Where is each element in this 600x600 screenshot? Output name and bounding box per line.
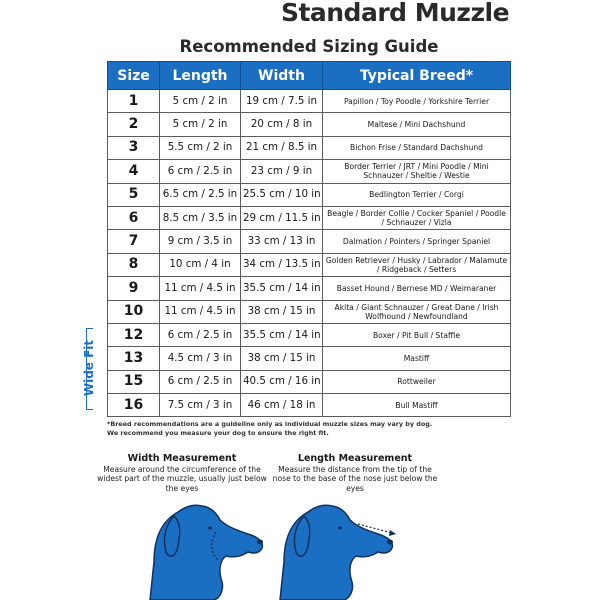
table-row (108, 160, 511, 183)
width-cell: 23 cm / 9 in (241, 160, 323, 183)
table-row (108, 230, 511, 253)
width-measurement-description: Measure around the circumference of the widest part of the muzzle, usually just below the eyes (97, 465, 267, 493)
length-cell: 6 cm / 2.5 in (160, 323, 241, 346)
width-cell: 19 cm / 7.5 in (241, 90, 323, 113)
table-row (108, 370, 511, 393)
page-title: Standard Muzzle (280, 0, 510, 27)
length-measurement-title: Length Measurement (297, 453, 413, 464)
breed-cell: Dalmation / Pointers / Springer Spaniel (323, 230, 511, 253)
size-cell: 4 (108, 160, 160, 183)
width-cell: 46 cm / 18 in (241, 394, 323, 417)
length-cell: 8.5 cm / 3.5 in (160, 206, 241, 229)
breed-cell: Rottweiler (323, 370, 511, 393)
disclaimer-line-1: *Breed recommendations are a guideline only as individual muzzle sizes may vary by dog. (107, 420, 433, 428)
breed-cell: Golden Retriever / Husky / Labrador / Malamute / Ridgeback / Setters (323, 253, 511, 276)
length-measurement-description: Measure the distance from the tip of the nose to the base of the nose just below the eyes (272, 465, 438, 493)
breed-cell: Beagle / Border Collie / Cocker Spaniel / Poodle / Schnauzer / Vizla (323, 206, 511, 229)
width-cell: 38 cm / 15 in (241, 300, 323, 323)
wide-fit-marker (83, 328, 97, 410)
width-cell: 38 cm / 15 in (241, 347, 323, 370)
breed-cell: Akita / Giant Schnauzer / Great Dane / Irish Wolfhound / Newfoundland (323, 300, 511, 323)
column-header-size: Size (108, 62, 160, 90)
breed-cell: Papillon / Toy Poodle / Yorkshire Terrier (323, 90, 511, 113)
length-cell: 11 cm / 4.5 in (160, 277, 241, 300)
size-cell: 13 (108, 347, 160, 370)
width-measurement-panel (97, 453, 267, 493)
breed-cell: Boxer / Pit Bull / Staffie (323, 323, 511, 346)
length-cell: 5 cm / 2 in (160, 113, 241, 136)
length-arrow-head (389, 530, 396, 536)
width-cell: 33 cm / 13 in (241, 230, 323, 253)
wide-fit-label: Wide Fit (82, 339, 96, 397)
table-row (108, 394, 511, 417)
width-cell: 21 cm / 8.5 in (241, 136, 323, 159)
table-row (108, 113, 511, 136)
size-cell: 12 (108, 323, 160, 346)
breed-cell: Mastiff (323, 347, 511, 370)
dog-nose-length (387, 540, 393, 545)
breed-cell: Basset Hound / Bernese MD / Weimaraner (323, 277, 511, 300)
width-cell: 25.5 cm / 10 in (241, 183, 323, 206)
table-row (108, 323, 511, 346)
sizing-table (107, 61, 511, 417)
table-row (108, 90, 511, 113)
dog-head-length-illustration (270, 490, 420, 600)
size-cell: 8 (108, 253, 160, 276)
length-measurement-panel (270, 453, 440, 493)
size-cell: 9 (108, 277, 160, 300)
width-cell: 35.5 cm / 14 in (241, 323, 323, 346)
page-subtitle: Recommended Sizing Guide (179, 37, 439, 56)
width-measurement-title: Width Measurement (127, 453, 237, 464)
length-cell: 11 cm / 4.5 in (160, 300, 241, 323)
table-row (108, 183, 511, 206)
breed-cell: Maltese / Mini Dachshund (323, 113, 511, 136)
size-cell: 16 (108, 394, 160, 417)
table-row (108, 136, 511, 159)
column-header-length: Length (160, 62, 241, 90)
length-cell: 6 cm / 2.5 in (160, 370, 241, 393)
size-cell: 6 (108, 206, 160, 229)
size-cell: 5 (108, 183, 160, 206)
dog-eye-length (338, 527, 342, 530)
size-cell: 10 (108, 300, 160, 323)
dog-head-width-illustration (130, 490, 270, 600)
table-row (108, 277, 511, 300)
dog-eye-width (208, 527, 212, 530)
size-cell: 15 (108, 370, 160, 393)
length-cell: 7.5 cm / 3 in (160, 394, 241, 417)
table-row (108, 300, 511, 323)
size-cell: 2 (108, 113, 160, 136)
size-cell: 3 (108, 136, 160, 159)
column-header-breed: Typical Breed* (323, 62, 511, 90)
length-cell: 5.5 cm / 2 in (160, 136, 241, 159)
table-row (108, 253, 511, 276)
breed-cell: Bedlington Terrier / Corgi (323, 183, 511, 206)
length-cell: 4.5 cm / 3 in (160, 347, 241, 370)
width-cell: 40.5 cm / 16 in (241, 370, 323, 393)
table-header-row (108, 62, 511, 90)
breed-cell: Bichon Frise / Standard Dachshund (323, 136, 511, 159)
disclaimer-line-2: We recommend you measure your dog to ensure the right fit. (107, 429, 329, 437)
length-cell: 10 cm / 4 in (160, 253, 241, 276)
breed-disclaimer (107, 420, 527, 438)
breed-cell: Border Terrier / JRT / Mini Poodle / Mini Schnauzer / Sheltie / Westie (323, 160, 511, 183)
dog-nose-width (257, 540, 263, 545)
table-row (108, 206, 511, 229)
size-cell: 7 (108, 230, 160, 253)
length-cell: 5 cm / 2 in (160, 90, 241, 113)
width-cell: 20 cm / 8 in (241, 113, 323, 136)
length-cell: 6.5 cm / 2.5 in (160, 183, 241, 206)
table-row (108, 347, 511, 370)
length-cell: 6 cm / 2.5 in (160, 160, 241, 183)
width-cell: 34 cm / 13.5 in (241, 253, 323, 276)
column-header-width: Width (241, 62, 323, 90)
width-cell: 35.5 cm / 14 in (241, 277, 323, 300)
size-cell: 1 (108, 90, 160, 113)
breed-cell: Bull Mastiff (323, 394, 511, 417)
width-cell: 29 cm / 11.5 in (241, 206, 323, 229)
length-cell: 9 cm / 3.5 in (160, 230, 241, 253)
